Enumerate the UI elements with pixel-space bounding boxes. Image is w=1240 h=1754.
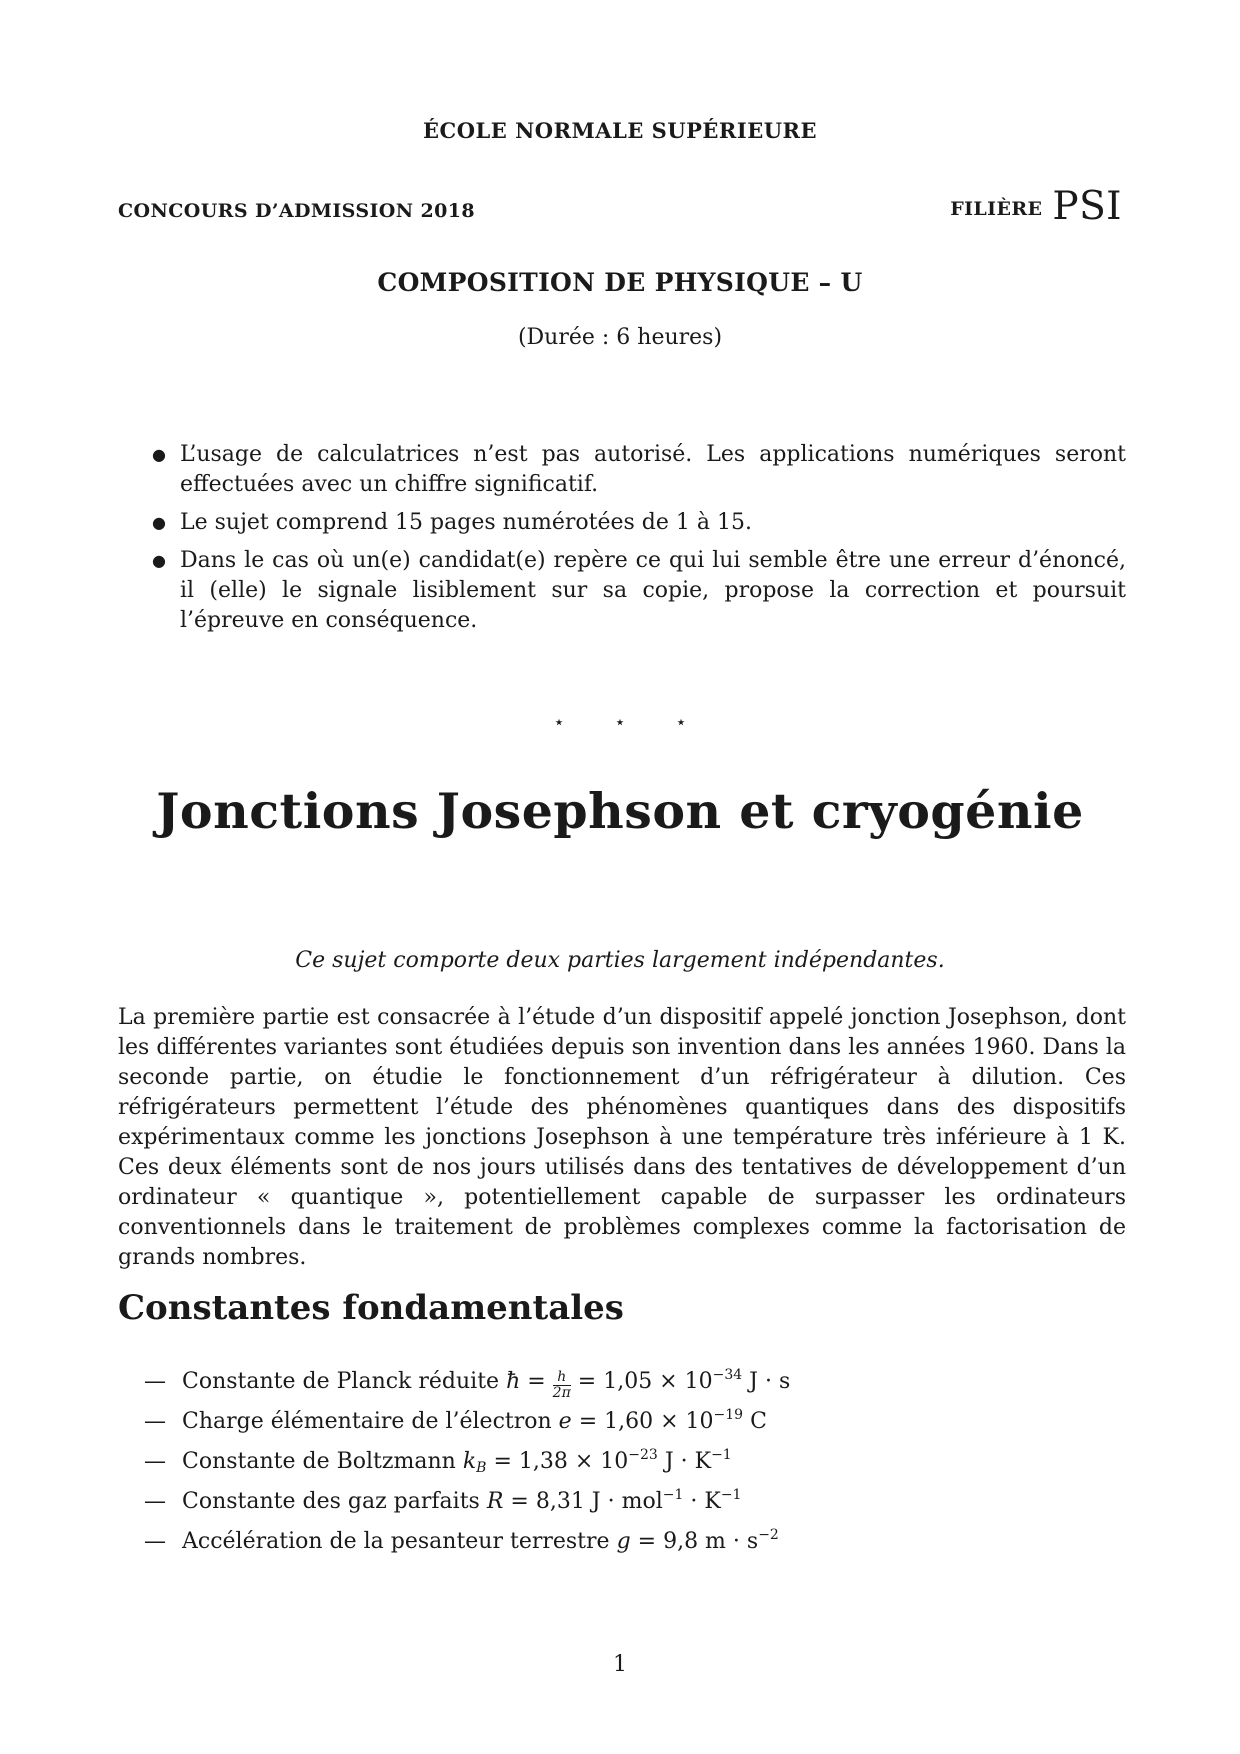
constant-label: Charge élémentaire de l’électron [182, 1409, 552, 1434]
constant-symbol: k [462, 1449, 477, 1474]
constant-symbol: R [486, 1489, 504, 1514]
school-name: ÉCOLE NORMALE SUPÉRIEURE [423, 118, 817, 143]
constant-item: — Constante de Boltzmann $k_B = 1,38 \times 10^{-23}$ $J \cdot K^{-1}$ [144, 1442, 1044, 1482]
rule-text: Le sujet comprend 15 pages numérotées de 1 à 15. [180, 510, 752, 535]
filiere-label [950, 184, 1122, 229]
constant-label: Constante de Boltzmann [182, 1449, 456, 1474]
dash-icon: — [144, 1489, 166, 1514]
exam-duration: (Durée : 6 heures) [517, 325, 723, 350]
constant-label: Constante de Planck réduite [182, 1369, 500, 1394]
bullet-icon: ● [152, 445, 166, 464]
document-title: Jonctions Josephson et cryogénie [156, 782, 1084, 840]
concours-label: CONCOURS D’ADMISSION 2018 [118, 200, 475, 222]
bullet-icon: ● [152, 551, 166, 570]
constant-label: Constante des gaz parfaits [182, 1489, 480, 1514]
filiere-text: FILIÈRE [950, 198, 1043, 220]
constant-subscript: B [476, 1460, 487, 1476]
document-subtitle: Ce sujet comporte deux parties largement indépendantes. [295, 948, 945, 973]
page-number: 1 [613, 1652, 627, 1677]
value-exponent: −2 [758, 1527, 779, 1543]
constant-unit: J · s [749, 1369, 791, 1394]
constant-symbol: g [616, 1529, 631, 1554]
constant-value: 1,05 × 10 [603, 1369, 713, 1394]
value-exponent: −1 [662, 1487, 684, 1503]
fraction [553, 1370, 571, 1401]
constant-symbol: ħ [506, 1369, 521, 1394]
constant-unit: J · K [664, 1449, 712, 1474]
constant-value: 1,38 × 10 [518, 1449, 629, 1474]
unit-exponent: −1 [711, 1447, 732, 1463]
filiere-value: PSI [1052, 184, 1122, 229]
constant-value: 1,60 × 10 [604, 1409, 714, 1434]
constant-item: — Constante de Planck réduite ħ = $\frac{h}{2\pi}$ = $1,05 \times 10^{-34}$ J · s [144, 1362, 1044, 1402]
composition-title: COMPOSITION DE PHYSIQUE – U [377, 268, 863, 297]
dash-icon: — [144, 1369, 166, 1394]
constant-value: 9,8 m · s [663, 1529, 759, 1554]
constant-unit: C [750, 1409, 767, 1434]
dash-icon: — [144, 1449, 166, 1474]
constant-value: 8,31 J · mol [535, 1489, 663, 1514]
rule-item [148, 440, 1126, 500]
constant-unit: · K [690, 1489, 721, 1514]
constant-exponent: −19 [713, 1407, 744, 1423]
constant-exponent: −34 [712, 1367, 743, 1383]
unit-exponent: −1 [720, 1487, 742, 1503]
exam-rules-list [148, 440, 1126, 644]
fraction-denominator: 2π [552, 1385, 571, 1401]
fraction-numerator: h [553, 1370, 571, 1386]
constant-exponent: −23 [628, 1447, 658, 1463]
intro-paragraph: La première partie est consacrée à l’étude d’un dispositif appelé jonction Josephson, dont les différentes variantes sont étudiées depuis son invention dans les années 1960. Dans la seconde partie, on étudie le fonctionnement d’un réfrigérateur à dilution. Ces réfrigérateurs permettent l’étude des phénomènes quantiques dans des dispositifs expérimentaux comme les jonctions Josephson à une température très inférieure à 1 K. Ces deux éléments sont de nos jours utilisés dans des tentatives de développement d’un ordinateur « quantique », potentiellement capable de surpasser les ordinateurs conventionnels dans le traitement de problèmes complexes comme la factorisation de grands nombres. [118, 1005, 1126, 1270]
constant-item: — Constante des gaz parfaits R = 8,31 $J \cdot mol^{-1} \cdot K^{-1}$ [144, 1482, 1044, 1522]
rule-item [148, 546, 1126, 636]
bullet-icon: ● [152, 513, 166, 532]
rule-text: Dans le cas où un(e) candidat(e) repère ce qui lui semble être une erreur d’énoncé, il (elle) le signale lisiblement sur sa copie, propose la correction et poursuit l’épreuve en conséquence. [180, 548, 1126, 633]
constants-heading: Constantes fondamentales [118, 1288, 624, 1328]
section-separator: ⋆ ⋆ ⋆ [553, 712, 709, 733]
constant-symbol: e [558, 1409, 572, 1434]
constants-list [144, 1362, 1044, 1562]
constant-item: — Accélération de la pesanteur terrestre g = 9,8 $m \cdot s^{-2}$ [144, 1522, 1044, 1562]
rule-item [148, 508, 1126, 538]
constant-label: Accélération de la pesanteur terrestre [182, 1529, 610, 1554]
rule-text: L’usage de calculatrices n’est pas autorisé. Les applications numériques seront effectuées avec un chiffre significatif. [180, 442, 1126, 497]
dash-icon: — [144, 1409, 166, 1434]
constant-item: — Charge élémentaire de l’électron $e = 1,60 \times 10^{-19}$ C [144, 1402, 1044, 1442]
dash-icon: — [144, 1529, 166, 1554]
